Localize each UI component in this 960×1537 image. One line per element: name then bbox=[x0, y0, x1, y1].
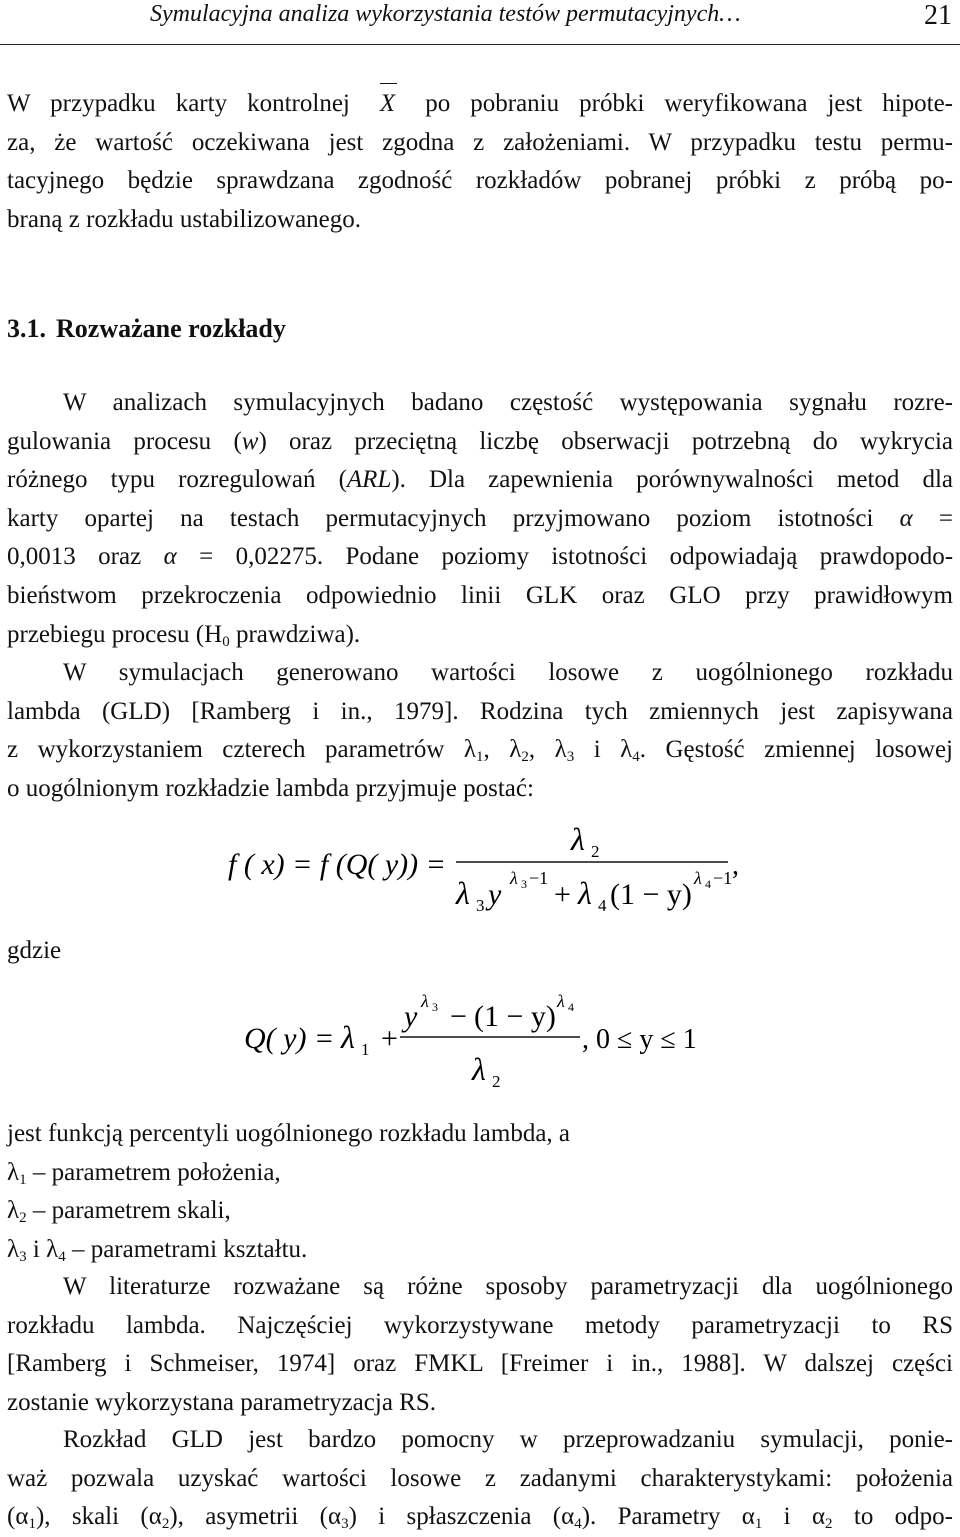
minus-sign: − bbox=[450, 1000, 467, 1033]
section-number: 3.1. bbox=[7, 314, 46, 343]
plus-sign: + bbox=[381, 1022, 398, 1055]
exponent-minus-one: −1 bbox=[529, 868, 549, 888]
text-line: W literaturze rozważane są różne sposoby parametryzacji dla uogólnionego bbox=[63, 1273, 953, 1300]
denominator-lambda3-sub: 3 bbox=[476, 896, 485, 915]
exponent-lambda4: λ bbox=[694, 868, 702, 888]
formula-numerator: λ bbox=[571, 821, 585, 857]
text-line: tacyjnego będzie sprawdzana zgodność rozkładów pobranej próbki z próbą po- bbox=[7, 167, 953, 195]
text-line: waż pozwala uzyskać wartości losowe z zadanymi charakterystykami: położenia bbox=[7, 1464, 953, 1492]
lambda1: λ bbox=[341, 1019, 355, 1055]
text-line: o uogólnionym rozkładzie lambda przyjmuje postać: bbox=[7, 774, 534, 802]
numerator-paren: (1 − y) bbox=[474, 1000, 556, 1033]
denominator-paren: (1 − y) bbox=[610, 878, 692, 911]
text-line: bieństwom przekroczenia odpowiednio linii GLK oraz GLO przy prawidłowym bbox=[7, 581, 953, 609]
density-formula bbox=[220, 820, 760, 920]
paragraph-parameters bbox=[7, 1115, 953, 1269]
text-line: W symulacjach generowano wartości losowe z uogólnionego rozkładu bbox=[63, 659, 953, 686]
formula-lhs: Q( y) = bbox=[244, 1022, 335, 1055]
denominator-lambda4-sub: 4 bbox=[598, 896, 607, 915]
formula-comma: , bbox=[732, 850, 739, 881]
section-title: Rozważane rozkłady bbox=[56, 314, 286, 343]
exponent-minus-one: −1 bbox=[713, 868, 733, 888]
exponent-lambda4-sub: 4 bbox=[568, 1000, 574, 1014]
paragraph-gld-usefulness bbox=[7, 1421, 953, 1537]
plus-sign: + bbox=[554, 878, 571, 911]
text-line: karty opartej na testach permutacyjnych przyjmowano poziom istotności α = bbox=[7, 504, 954, 532]
text-line: $\lambda_1$ – parametrem położenia, bbox=[7, 1158, 281, 1188]
text-line: różnego typu rozregulowań (ARL). Dla zapewnienia porównywalności metod dla bbox=[7, 466, 954, 494]
x-bar-symbol: X bbox=[380, 85, 395, 124]
text-line: [Ramberg i Schmeiser, 1974] oraz FMKL [Freimer i in., 1988]. W dalszej części bbox=[7, 1350, 953, 1378]
text-line: 0,0013 oraz α = 0,02275. Podane poziomy istotności odpowiadają prawdopodo- bbox=[7, 543, 954, 571]
text-line: W analizach symulacyjnych badano częstość występowania sygnału rozre- bbox=[63, 389, 953, 416]
quantile-formula bbox=[240, 990, 760, 1090]
text-line: rozkładu lambda. Najczęściej wykorzystywane metody parametryzacji to RS bbox=[7, 1311, 953, 1339]
text-line: W przypadku karty kontrolnej X po pobraniu próbki weryfikowana jest hipote- bbox=[7, 85, 953, 124]
exponent-lambda3-sub: 3 bbox=[432, 1000, 438, 1014]
where-label: gdzie bbox=[7, 937, 62, 964]
exponent-lambda4-sub: 4 bbox=[705, 877, 711, 891]
text-line: za, że wartość oczekiwana jest zgodna z założeniami. W przypadku testu permu- bbox=[7, 128, 953, 156]
paragraph-gld bbox=[7, 654, 953, 808]
exponent-lambda3-sub: 3 bbox=[521, 877, 527, 891]
page-number: 21 bbox=[924, 0, 952, 31]
lambda1-sub: 1 bbox=[361, 1040, 370, 1059]
section-heading bbox=[7, 314, 286, 344]
text-line: lambda (GLD) [Ramberg i in., 1979]. Rodzina tych zmiennych jest zapisywana bbox=[7, 697, 953, 725]
denominator-lambda2: λ bbox=[472, 1051, 486, 1087]
text-line: braną z rozkładu ustabilizowanego. bbox=[7, 205, 362, 233]
paragraph-simulation-setup bbox=[7, 384, 953, 654]
denominator-lambda2-sub: 2 bbox=[492, 1072, 501, 1090]
denominator-lambda4: λ bbox=[578, 875, 592, 911]
text-line: $(\alpha_1)$, skali $(\alpha_2)$, asymetrii $(\alpha_3)$ i spłaszczenia $(\alpha_4)$. Parametry $\alpha_1$ i $\alpha_2$ to odpo- bbox=[7, 1503, 954, 1533]
running-header bbox=[0, 0, 960, 45]
formula-domain: , 0 ≤ y ≤ 1 bbox=[582, 1024, 697, 1055]
text-line: jest funkcją percentyli uogólnionego rozkładu lambda, a bbox=[7, 1120, 571, 1147]
text-line: gulowania procesu (w) oraz przeciętną liczbę obserwacji potrzebną do wykrycia bbox=[7, 427, 953, 455]
formula-numerator-sub: 2 bbox=[591, 842, 600, 861]
text-line: $\lambda_2$ – parametrem skali, bbox=[7, 1197, 231, 1227]
denominator-y: y bbox=[488, 878, 502, 911]
numerator-y: y bbox=[404, 1000, 418, 1033]
exponent-lambda3: λ bbox=[421, 991, 429, 1011]
paragraph-parametrization bbox=[7, 1268, 953, 1422]
paragraph-control-chart bbox=[7, 85, 953, 239]
formula-lhs: f ( x) = f (Q( y)) = bbox=[228, 848, 446, 881]
denominator-lambda3: λ bbox=[456, 875, 470, 911]
text-line: zostanie wykorzystana parametryzacja RS. bbox=[7, 1388, 436, 1416]
exponent-lambda4: λ bbox=[557, 991, 565, 1011]
exponent-lambda3: λ bbox=[510, 868, 518, 888]
text-line: Rozkład GLD jest bardzo pomocny w przeprowadzaniu symulacji, ponie- bbox=[63, 1426, 953, 1453]
text-line: przebiegu procesu ($H_0$ prawdziwa). bbox=[7, 620, 361, 650]
text-line: $\lambda_3$ i $\lambda_4$ – parametrami kształtu. bbox=[7, 1235, 308, 1265]
text-line: z wykorzystaniem czterech parametrów $\lambda_1$, $\lambda_2$, $\lambda_3$ i $\lambda_4$. Gęstość zmiennej losowej bbox=[7, 736, 953, 766]
running-title: Symulacyjna analiza wykorzystania testów permutacyjnych… bbox=[150, 1, 741, 27]
